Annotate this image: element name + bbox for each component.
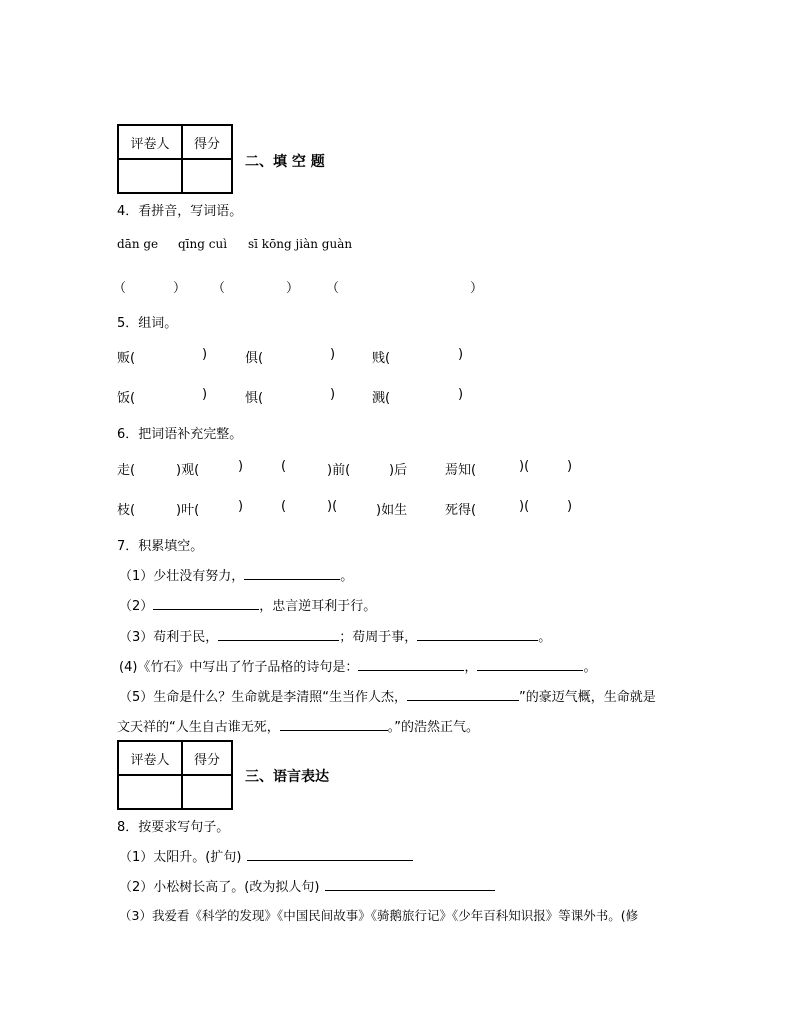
item-text: （1）少壮没有努力，: [119, 569, 245, 584]
question-stem: 7．积累填空。: [117, 539, 204, 554]
idiom-part: ): [567, 499, 573, 514]
idiom-part: )(: [327, 499, 338, 514]
idiom-part: 死得(: [445, 503, 477, 518]
score-label: 得分: [182, 741, 232, 775]
pinyin-3: sī kōng jiàn guàn: [248, 237, 353, 251]
fill-item-1: [119, 565, 353, 584]
fill-item-5: [119, 686, 656, 705]
idiom-part: )如生: [376, 503, 408, 518]
item-text: 。: [583, 660, 597, 675]
idiom-part: )(: [519, 459, 530, 474]
answer-line[interactable]: [417, 626, 538, 641]
answer-line[interactable]: [153, 595, 259, 610]
section-title: 二、填 空 题: [245, 154, 325, 170]
fill-item-5-cont: [117, 716, 479, 735]
word-item: 贩(: [117, 351, 136, 366]
pinyin-2: qīng cuì: [178, 237, 228, 251]
item-text: （1）太阳升。(扩句): [119, 850, 242, 865]
score-table: [117, 124, 233, 194]
idiom-part: ): [238, 459, 244, 474]
word-item: ): [330, 347, 336, 362]
reviewer-label: 评卷人: [118, 741, 182, 775]
score-cell: [182, 775, 232, 809]
item-text: （2）小松树长高了。(改为拟人句): [119, 880, 320, 895]
sentence-item-1: [119, 846, 413, 865]
item-text: ”的豪迈气概，生命就是: [519, 690, 656, 705]
item-text: ，忠言逆耳利于行。: [259, 599, 377, 614]
reviewer-cell: [118, 775, 182, 809]
blank-close: ）: [173, 281, 187, 296]
answer-line[interactable]: [325, 876, 495, 891]
answer-line[interactable]: [247, 846, 413, 861]
answer-line[interactable]: [218, 626, 339, 641]
item-text: (4)《竹石》中写出了竹子品格的诗句是：: [119, 660, 359, 675]
score-label: 得分: [182, 125, 232, 159]
item-text: 。: [538, 630, 552, 645]
word-item: ): [458, 387, 464, 402]
item-text: ；苟周于事，: [339, 630, 418, 645]
item-text: （5）生命是什么？生命就是李清照“生当作人杰，: [119, 690, 408, 705]
word-item: ): [202, 347, 208, 362]
idiom-part: ): [567, 459, 573, 474]
idiom-part: 焉知(: [445, 463, 477, 478]
sentence-item-2: [119, 876, 495, 895]
item-text: （2）: [119, 599, 154, 614]
word-item: 惧(: [245, 391, 264, 406]
question-stem: 8．按要求写句子。: [117, 820, 230, 835]
word-item: 贱(: [372, 351, 391, 366]
answer-line[interactable]: [244, 565, 340, 580]
fill-item-4: [119, 656, 596, 675]
fill-item-2: [119, 595, 376, 614]
sentence-item-3: （3）我爱看《科学的发现》《中国民间故事》《骑鹅旅行记》《少年百科知识报》等课外书。(修: [119, 908, 639, 923]
word-item: 溅(: [372, 391, 391, 406]
reviewer-label: 评卷人: [118, 125, 182, 159]
idiom-part: )观(: [176, 463, 200, 478]
idiom-part: ): [238, 499, 244, 514]
idiom-part: 走(: [117, 463, 136, 478]
item-text: 文天祥的“人生自古谁无死，: [117, 720, 280, 735]
answer-line[interactable]: [280, 716, 388, 731]
blank-close: ）: [286, 281, 300, 296]
item-text: ，: [464, 660, 478, 675]
idiom-part: (: [281, 499, 287, 514]
idiom-part: 枝(: [117, 503, 136, 518]
score-cell: [182, 159, 232, 193]
idiom-part: (: [281, 459, 287, 474]
answer-line[interactable]: [407, 686, 519, 701]
question-stem: 5．组词。: [117, 316, 178, 331]
item-text: 。”的浩然正气。: [387, 720, 479, 735]
idiom-part: )叶(: [176, 503, 200, 518]
blank-open: （: [326, 281, 340, 296]
fill-item-3: [119, 626, 551, 645]
score-table: [117, 740, 233, 810]
pinyin-1: dān ge: [117, 237, 159, 251]
item-text: （3）苟利于民，: [119, 630, 219, 645]
answer-line[interactable]: [477, 656, 583, 671]
word-item: ): [458, 347, 464, 362]
question-stem: 4．看拼音，写词语。: [117, 204, 243, 219]
item-text: 。: [340, 569, 354, 584]
blank-open: （: [212, 281, 226, 296]
idiom-part: )后: [389, 463, 408, 478]
word-item: ): [330, 387, 336, 402]
word-item: 俱(: [245, 351, 264, 366]
idiom-part: )(: [519, 499, 530, 514]
word-item: 饭(: [117, 391, 136, 406]
idiom-part: )前(: [327, 463, 351, 478]
question-stem: 6．把词语补充完整。: [117, 427, 243, 442]
section-title: 三、语言表达: [245, 769, 329, 785]
reviewer-cell: [118, 159, 182, 193]
blank-open: （: [113, 281, 127, 296]
word-item: ): [202, 387, 208, 402]
blank-close: ）: [470, 281, 484, 296]
answer-line[interactable]: [358, 656, 464, 671]
